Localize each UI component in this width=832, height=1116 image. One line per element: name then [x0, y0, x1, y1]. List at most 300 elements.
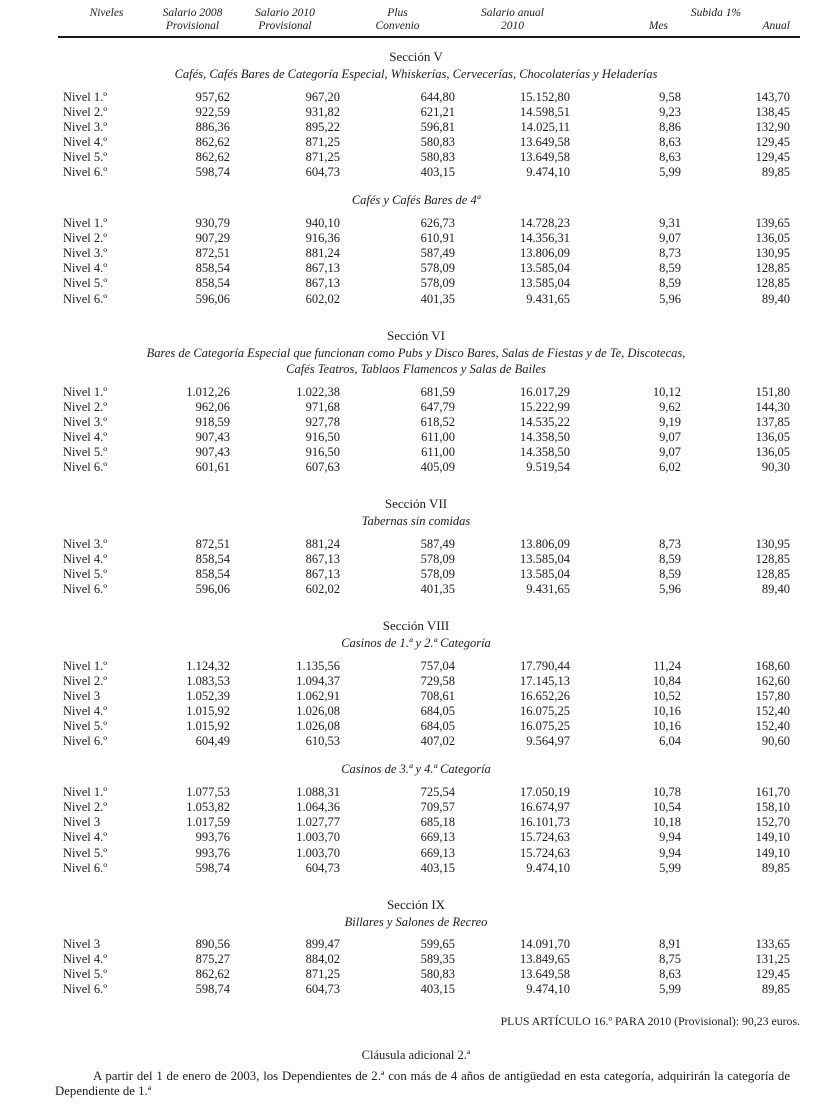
table-row — [58, 846, 800, 861]
level-cell: Nivel 3.º — [63, 246, 108, 261]
value-cell: 867,13 — [305, 276, 340, 291]
value-cell: 10,84 — [652, 673, 681, 688]
value-cell: 144,30 — [755, 399, 790, 414]
value-cell: 881,24 — [305, 246, 340, 261]
value-cell: 14.091,70 — [520, 937, 570, 952]
value-cell: 862,62 — [195, 149, 230, 164]
table-row — [58, 165, 800, 180]
table-row — [58, 861, 800, 876]
value-cell: 9.564,97 — [526, 734, 570, 749]
value-cell: 957,62 — [195, 89, 230, 104]
value-cell: 89,85 — [761, 860, 790, 875]
value-cell: 587,49 — [420, 536, 455, 551]
value-cell: 927,78 — [305, 414, 340, 429]
value-cell: 13.585,04 — [520, 566, 570, 581]
value-cell: 17.790,44 — [520, 658, 570, 673]
value-cell: 17.145,13 — [520, 673, 570, 688]
value-cell: 862,62 — [195, 134, 230, 149]
table-row — [58, 430, 800, 445]
rows-block — [0, 537, 832, 597]
value-cell: 9,23 — [659, 104, 681, 119]
value-cell: 601,61 — [195, 460, 230, 475]
table-row — [58, 292, 800, 307]
level-cell: Nivel 3.º — [63, 536, 108, 551]
value-cell: 1.012,26 — [186, 384, 230, 399]
level-cell: Nivel 2.º — [63, 104, 108, 119]
table-row — [58, 415, 800, 430]
group-subheading: Casinos de 3.ª y 4.ª Categoría — [341, 762, 491, 777]
value-cell: 14.358,50 — [520, 429, 570, 444]
column-header-plus-line1: Plus — [387, 7, 408, 19]
value-cell: 580,83 — [420, 149, 455, 164]
value-cell: 644,80 — [420, 89, 455, 104]
level-cell: Nivel 4.º — [63, 830, 108, 845]
value-cell: 401,35 — [420, 581, 455, 596]
value-cell: 6,04 — [659, 734, 681, 749]
level-cell: Nivel 3.º — [63, 414, 108, 429]
value-cell: 1.053,82 — [186, 800, 230, 815]
value-cell: 962,06 — [195, 399, 230, 414]
value-cell: 931,82 — [305, 104, 340, 119]
value-cell: 5,99 — [659, 860, 681, 875]
value-cell: 580,83 — [420, 967, 455, 982]
value-cell: 137,85 — [755, 414, 790, 429]
value-cell: 1.027,77 — [296, 815, 340, 830]
value-cell: 143,70 — [755, 89, 790, 104]
clausula-title: Cláusula adicional 2.ª — [361, 1047, 471, 1062]
value-cell: 1.015,92 — [186, 718, 230, 733]
value-cell: 14.358,50 — [520, 445, 570, 459]
table-row — [58, 120, 800, 135]
clausula-paragraph: A partir del 1 de enero de 2003, los Dependientes de 2.ª con más de 4 años de antigüedad en esta categoría, adquirirán la categoría de Dependiente de 1.ª — [55, 1068, 790, 1099]
level-cell: Nivel 6.º — [63, 164, 108, 179]
value-cell: 8,86 — [659, 119, 681, 134]
value-cell: 578,09 — [420, 276, 455, 291]
value-cell: 681,59 — [420, 384, 455, 399]
value-cell: 129,45 — [755, 134, 790, 149]
section — [0, 49, 832, 307]
value-cell: 922,59 — [195, 104, 230, 119]
value-cell: 403,15 — [420, 164, 455, 179]
value-cell: 9,19 — [659, 414, 681, 429]
value-cell: 139,65 — [755, 216, 790, 231]
value-cell: 157,80 — [755, 688, 790, 703]
rows-block — [0, 216, 832, 307]
value-cell: 578,09 — [420, 566, 455, 581]
level-cell: Nivel 6.º — [63, 982, 108, 997]
column-header-salario-2008-line1: Salario 2008 — [162, 7, 223, 19]
value-cell: 162,60 — [755, 673, 790, 688]
value-cell: 610,53 — [305, 734, 340, 749]
table-row — [58, 135, 800, 150]
value-cell: 709,57 — [420, 800, 455, 815]
value-cell: 604,73 — [305, 860, 340, 875]
value-cell: 17.050,19 — [520, 785, 570, 800]
value-cell: 907,43 — [195, 429, 230, 444]
value-cell: 669,13 — [420, 845, 455, 860]
table-row — [58, 815, 800, 830]
level-cell: Nivel 4.º — [63, 703, 108, 718]
value-cell: 136,05 — [755, 429, 790, 444]
value-cell: 9,07 — [659, 231, 681, 246]
value-cell: 8,59 — [659, 551, 681, 566]
rows-block — [0, 937, 832, 997]
level-cell: Nivel 2.º — [63, 231, 108, 246]
value-cell: 152,40 — [755, 718, 790, 733]
section — [0, 897, 832, 998]
table-row — [58, 460, 800, 475]
value-cell: 13.585,04 — [520, 261, 570, 276]
column-header-anual: Anual — [762, 20, 790, 32]
value-cell: 13.849,65 — [520, 952, 570, 967]
table-row — [58, 261, 800, 276]
value-cell: 129,45 — [755, 149, 790, 164]
value-cell: 684,05 — [420, 703, 455, 718]
column-header-salario-2010-line1: Salario 2010 — [255, 7, 315, 19]
value-cell: 729,58 — [420, 673, 455, 688]
value-cell: 867,13 — [305, 566, 340, 581]
value-cell: 14.535,22 — [520, 414, 570, 429]
value-cell: 1.088,31 — [296, 785, 340, 800]
value-cell: 16.101,73 — [520, 815, 570, 830]
level-cell: Nivel 5.º — [63, 445, 108, 459]
value-cell: 872,51 — [195, 246, 230, 261]
value-cell: 1.026,08 — [296, 718, 340, 733]
value-cell: 13.585,04 — [520, 276, 570, 291]
value-cell: 13.649,58 — [520, 967, 570, 982]
level-cell: Nivel 4.º — [63, 952, 108, 967]
level-cell: Nivel 4.º — [63, 134, 108, 149]
section-title: Sección VII — [384, 496, 448, 512]
level-cell: Nivel 5.º — [63, 845, 108, 860]
column-header-subida-1pct: Subida 1% — [690, 7, 742, 19]
value-cell: 13.649,58 — [520, 149, 570, 164]
value-cell: 13.585,04 — [520, 551, 570, 566]
value-cell: 587,49 — [420, 246, 455, 261]
value-cell: 871,25 — [305, 967, 340, 982]
value-cell: 708,61 — [420, 688, 455, 703]
level-cell: Nivel 1.º — [63, 785, 108, 800]
rows-block — [0, 385, 832, 476]
value-cell: 930,79 — [195, 216, 230, 231]
table-row — [58, 105, 800, 120]
value-cell: 604,73 — [305, 164, 340, 179]
value-cell: 5,96 — [659, 581, 681, 596]
level-cell: Nivel 3 — [63, 688, 101, 703]
value-cell: 158,10 — [755, 800, 790, 815]
rows-block — [0, 90, 832, 181]
value-cell: 133,65 — [755, 937, 790, 952]
level-cell: Nivel 2.º — [63, 800, 108, 815]
value-cell: 596,06 — [195, 581, 230, 596]
value-cell: 1.003,70 — [296, 845, 340, 860]
value-cell: 669,13 — [420, 830, 455, 845]
value-cell: 1.077,53 — [186, 785, 230, 800]
value-cell: 8,63 — [659, 967, 681, 982]
value-cell: 16.075,25 — [520, 703, 570, 718]
column-header-salario-anual-line1: Salario anual — [481, 7, 544, 19]
table-row — [58, 246, 800, 261]
value-cell: 10,54 — [652, 800, 681, 815]
value-cell: 15.724,63 — [520, 830, 570, 845]
value-cell: 899,47 — [305, 937, 340, 952]
value-cell: 9.431,65 — [526, 581, 570, 596]
table-row — [58, 674, 800, 689]
value-cell: 9.474,10 — [526, 982, 570, 997]
value-cell: 884,02 — [305, 952, 340, 967]
section-subtitle: Bares de Categoría Especial que funcionan como Pubs y Disco Bares, Salas de Fiestas y de Te, Discotecas, — [146, 345, 686, 360]
level-cell: Nivel 6.º — [63, 734, 108, 749]
value-cell: 10,12 — [652, 384, 681, 399]
value-cell: 916,36 — [305, 231, 340, 246]
level-cell: Nivel 6.º — [63, 581, 108, 596]
value-cell: 598,74 — [195, 164, 230, 179]
value-cell: 607,63 — [305, 460, 340, 475]
table-row — [58, 967, 800, 982]
value-cell: 685,18 — [420, 815, 455, 830]
value-cell: 13.806,09 — [520, 536, 570, 551]
column-header-salario-2010-line2: Provisional — [258, 20, 312, 32]
value-cell: 578,09 — [420, 551, 455, 566]
value-cell: 8,75 — [659, 952, 681, 967]
level-cell: Nivel 2.º — [63, 399, 108, 414]
level-cell: Nivel 6.º — [63, 291, 108, 306]
section — [0, 618, 832, 876]
value-cell: 130,95 — [755, 536, 790, 551]
value-cell: 907,29 — [195, 231, 230, 246]
level-cell: Nivel 3 — [63, 815, 101, 830]
section-title: Sección VI — [387, 327, 445, 343]
level-cell: Nivel 3 — [63, 937, 101, 952]
value-cell: 8,63 — [659, 134, 681, 149]
value-cell: 9,94 — [659, 830, 681, 845]
table-header — [0, 7, 832, 38]
value-cell: 1.026,08 — [296, 703, 340, 718]
column-header-mes: Mes — [648, 20, 668, 32]
value-cell: 15.724,63 — [520, 845, 570, 860]
value-cell: 862,62 — [195, 967, 230, 982]
table-row — [58, 800, 800, 815]
level-cell: Nivel 2.º — [63, 673, 108, 688]
value-cell: 596,06 — [195, 291, 230, 306]
table-row — [58, 385, 800, 400]
value-cell: 90,60 — [761, 734, 790, 749]
table-row — [58, 785, 800, 800]
value-cell: 14.598,51 — [520, 104, 570, 119]
section-title: Sección IX — [386, 896, 446, 912]
table-header-row-2 — [58, 20, 800, 33]
value-cell: 993,76 — [195, 845, 230, 860]
value-cell: 10,78 — [652, 785, 681, 800]
value-cell: 5,99 — [659, 164, 681, 179]
value-cell: 9,31 — [659, 216, 681, 231]
level-cell: Nivel 4.º — [63, 429, 108, 444]
level-cell: Nivel 1.º — [63, 216, 108, 231]
value-cell: 598,74 — [195, 860, 230, 875]
value-cell: 401,35 — [420, 291, 455, 306]
value-cell: 967,20 — [305, 89, 340, 104]
value-cell: 598,74 — [195, 982, 230, 997]
value-cell: 858,54 — [195, 551, 230, 566]
value-cell: 858,54 — [195, 261, 230, 276]
table-row — [58, 216, 800, 231]
value-cell: 10,52 — [652, 688, 681, 703]
plus-article-note: PLUS ARTÍCULO 16.º PARA 2010 (Provisional): 90,23 euros. — [500, 1013, 800, 1028]
section-subtitle: Cafés Teatros, Tablaos Flamencos y Salas de Bailes — [286, 362, 546, 377]
value-cell: 9,58 — [659, 89, 681, 104]
column-header-salario-2008-line2: Provisional — [165, 20, 220, 32]
value-cell: 8,73 — [659, 536, 681, 551]
value-cell: 1.022,38 — [296, 384, 340, 399]
value-cell: 9.474,10 — [526, 164, 570, 179]
value-cell: 128,85 — [755, 566, 790, 581]
value-cell: 14.356,31 — [520, 231, 570, 246]
value-cell: 149,10 — [755, 845, 790, 860]
value-cell: 11,24 — [653, 658, 681, 673]
column-header-niveles: Niveles — [89, 7, 124, 19]
value-cell: 918,59 — [195, 414, 230, 429]
table-row — [58, 704, 800, 719]
value-cell: 5,99 — [659, 982, 681, 997]
value-cell: 8,59 — [659, 566, 681, 581]
table-row — [58, 659, 800, 674]
value-cell: 138,45 — [755, 104, 790, 119]
value-cell: 1.052,39 — [186, 688, 230, 703]
column-header-plus-line2: Convenio — [375, 20, 420, 32]
sections-container — [0, 49, 832, 998]
value-cell: 602,02 — [305, 291, 340, 306]
table-row — [58, 400, 800, 415]
value-cell: 604,73 — [305, 982, 340, 997]
value-cell: 867,13 — [305, 551, 340, 566]
value-cell: 596,81 — [420, 119, 455, 134]
table-row — [58, 537, 800, 552]
value-cell: 725,54 — [420, 785, 455, 800]
level-cell: Nivel 1.º — [63, 658, 108, 673]
value-cell: 128,85 — [755, 551, 790, 566]
value-cell: 578,09 — [420, 261, 455, 276]
value-cell: 875,27 — [195, 952, 230, 967]
section-subtitle: Billares y Salones de Recreo — [344, 914, 488, 929]
value-cell: 89,85 — [761, 164, 790, 179]
value-cell: 757,04 — [420, 658, 455, 673]
value-cell: 647,79 — [420, 399, 455, 414]
value-cell: 940,10 — [305, 216, 340, 231]
value-cell: 405,09 — [420, 460, 455, 475]
value-cell: 16.017,29 — [520, 384, 570, 399]
value-cell: 90,30 — [761, 460, 790, 475]
value-cell: 14.025,11 — [520, 119, 570, 134]
value-cell: 161,70 — [755, 785, 790, 800]
value-cell: 9.519,54 — [526, 460, 570, 475]
level-cell: Nivel 3.º — [63, 119, 108, 134]
value-cell: 684,05 — [420, 718, 455, 733]
value-cell: 858,54 — [195, 276, 230, 291]
value-cell: 131,25 — [755, 952, 790, 967]
level-cell: Nivel 1.º — [63, 384, 108, 399]
value-cell: 89,85 — [761, 982, 790, 997]
section — [0, 496, 832, 597]
table-row — [58, 689, 800, 704]
value-cell: 907,43 — [195, 445, 230, 459]
value-cell: 1.064,36 — [296, 800, 340, 815]
value-cell: 1.015,92 — [186, 703, 230, 718]
section-subtitle: Tabernas sin comidas — [361, 514, 471, 529]
value-cell: 872,51 — [195, 536, 230, 551]
value-cell: 14.728,23 — [520, 216, 570, 231]
value-cell: 136,05 — [755, 231, 790, 246]
rows-block — [0, 785, 832, 876]
value-cell: 1.094,37 — [296, 673, 340, 688]
value-cell: 1.017,59 — [186, 815, 230, 830]
value-cell: 993,76 — [195, 830, 230, 845]
table-row — [58, 582, 800, 597]
table-header-row-1 — [58, 7, 800, 20]
table-row — [58, 719, 800, 734]
level-cell: Nivel 5.º — [63, 149, 108, 164]
level-cell: Nivel 4.º — [63, 551, 108, 566]
value-cell: 16.652,26 — [520, 688, 570, 703]
value-cell: 1.062,91 — [296, 688, 340, 703]
value-cell: 8,73 — [659, 246, 681, 261]
value-cell: 132,90 — [755, 119, 790, 134]
value-cell: 871,25 — [305, 149, 340, 164]
value-cell: 15.222,99 — [520, 399, 570, 414]
value-cell: 867,13 — [305, 261, 340, 276]
value-cell: 8,63 — [659, 149, 681, 164]
value-cell: 599,65 — [420, 937, 455, 952]
value-cell: 610,91 — [420, 231, 455, 246]
value-cell: 618,52 — [420, 414, 455, 429]
value-cell: 10,16 — [652, 703, 681, 718]
level-cell: Nivel 5.º — [63, 276, 108, 291]
value-cell: 1.003,70 — [296, 830, 340, 845]
value-cell: 886,36 — [195, 119, 230, 134]
section-title: Sección VIII — [382, 618, 450, 634]
value-cell: 129,45 — [755, 967, 790, 982]
value-cell: 16.075,25 — [520, 718, 570, 733]
column-header-salario-anual-line2: 2010 — [501, 20, 524, 32]
value-cell: 611,00 — [421, 445, 455, 459]
value-cell: 916,50 — [305, 445, 340, 459]
value-cell: 858,54 — [195, 566, 230, 581]
value-cell: 604,49 — [195, 734, 230, 749]
level-cell: Nivel 5.º — [63, 718, 108, 733]
value-cell: 589,35 — [420, 952, 455, 967]
level-cell: Nivel 5.º — [63, 566, 108, 581]
value-cell: 580,83 — [420, 134, 455, 149]
table-row — [58, 830, 800, 845]
value-cell: 9,07 — [659, 429, 681, 444]
value-cell: 130,95 — [755, 246, 790, 261]
level-cell: Nivel 6.º — [63, 460, 108, 475]
value-cell: 916,50 — [305, 429, 340, 444]
table-row — [58, 982, 800, 997]
table-row — [58, 952, 800, 967]
value-cell: 10,16 — [652, 718, 681, 733]
value-cell: 8,91 — [659, 937, 681, 952]
value-cell: 168,60 — [755, 658, 790, 673]
value-cell: 149,10 — [755, 830, 790, 845]
value-cell: 89,40 — [761, 291, 790, 306]
value-cell: 407,02 — [420, 734, 455, 749]
value-cell: 602,02 — [305, 581, 340, 596]
table-row — [58, 445, 800, 460]
section-subtitle: Casinos de 1.ª y 2.ª Categoría — [341, 636, 491, 651]
group-subheading: Cafés y Cafés Bares de 4ª — [351, 193, 481, 208]
value-cell: 403,15 — [420, 982, 455, 997]
level-cell: Nivel 1.º — [63, 89, 108, 104]
